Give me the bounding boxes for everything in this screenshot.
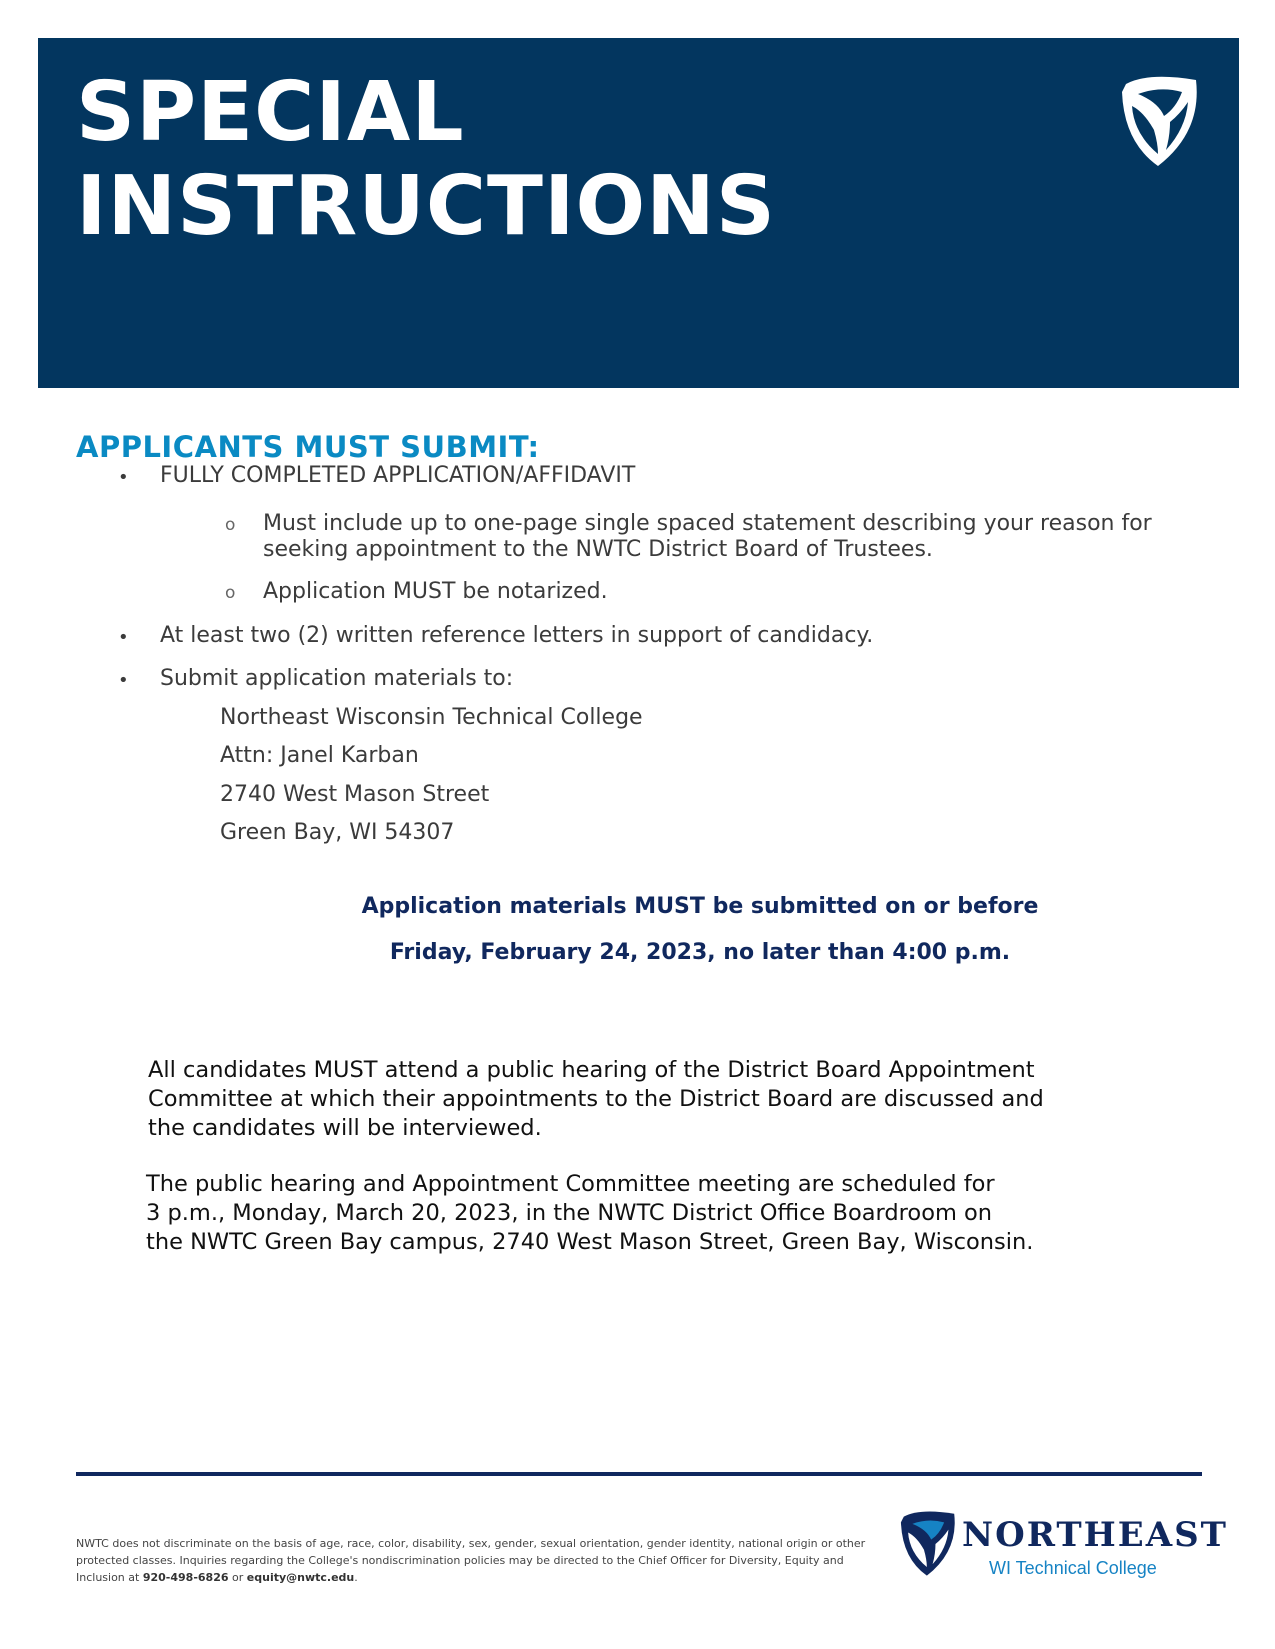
bullet-icon: • — [118, 670, 129, 691]
nwtc-logo-icon — [898, 1508, 960, 1580]
brand-name: NORTHEAST — [962, 1515, 1228, 1555]
paragraph-line: 3 p.m., Monday, March 20, 2023, in the NWTC District Office Boardroom on — [146, 1200, 993, 1226]
sub-list-item: Application MUST be notarized. — [263, 579, 608, 604]
paragraph-line: the NWTC Green Bay campus, 2740 West Mason Street, Green Bay, Wisconsin. — [146, 1229, 1034, 1255]
phone-number: 920-498-6826 — [142, 1571, 229, 1584]
title-line-1: SPECIAL — [76, 65, 465, 160]
notice-connector: or — [232, 1571, 244, 1584]
deadline-line-1: Application materials MUST be submitted on or before — [361, 894, 1039, 919]
list-item: FULLY COMPLETED APPLICATION/AFFIDAVIT — [160, 463, 636, 488]
deadline-line-2: Friday, February 24, 2023, no later than 4:00 p.m. — [389, 940, 1011, 965]
sub-list-item: Must include up to one-page single spaced statement describing your reason for — [263, 511, 1152, 536]
page-title — [76, 66, 776, 254]
address-line: Green Bay, WI 54307 — [220, 820, 455, 845]
list-item: At least two (2) written reference letters in support of candidacy. — [160, 623, 874, 648]
sub-list-item-continued: seeking appointment to the NWTC District Board of Trustees. — [263, 537, 933, 562]
brand-subtitle: WI Technical College — [989, 1558, 1157, 1578]
title-line-2: INSTRUCTIONS — [76, 159, 776, 254]
nwtc-shield-icon — [1118, 72, 1204, 172]
notice-end: . — [354, 1571, 358, 1584]
nondiscrimination-notice — [76, 1535, 866, 1586]
sub-bullet-icon: o — [225, 515, 236, 535]
notice-text: NWTC does not discriminate on the basis of age, race, color, disability, sex, gender, sexual orientation, gender identity, national origin or other protected classes. Inquiries regarding the College's nondiscrimination policies may be directed to the Chief Officer for Diversity, Equity and Inclusion at — [76, 1537, 866, 1584]
email-link[interactable]: equity@nwtc.edu — [246, 1571, 355, 1584]
paragraph-line: All candidates MUST attend a public hearing of the District Board Appointment — [148, 1057, 1035, 1083]
section-heading: APPLICANTS MUST SUBMIT: — [76, 430, 540, 464]
address-line: 2740 West Mason Street — [220, 782, 490, 807]
footer-divider — [76, 1472, 1202, 1476]
paragraph-line: the candidates will be interviewed. — [148, 1115, 542, 1141]
list-item: Submit application materials to: — [160, 666, 514, 691]
sub-bullet-icon: o — [225, 583, 236, 603]
header-banner — [38, 38, 1239, 388]
address-line: Northeast Wisconsin Technical College — [220, 705, 643, 730]
address-line: Attn: Janel Karban — [220, 743, 419, 768]
paragraph-line: Committee at which their appointments to the District Board are discussed and — [148, 1086, 1044, 1112]
bullet-icon: • — [118, 627, 129, 648]
bullet-icon: • — [118, 467, 129, 488]
paragraph-line: The public hearing and Appointment Committee meeting are scheduled for — [146, 1171, 995, 1197]
